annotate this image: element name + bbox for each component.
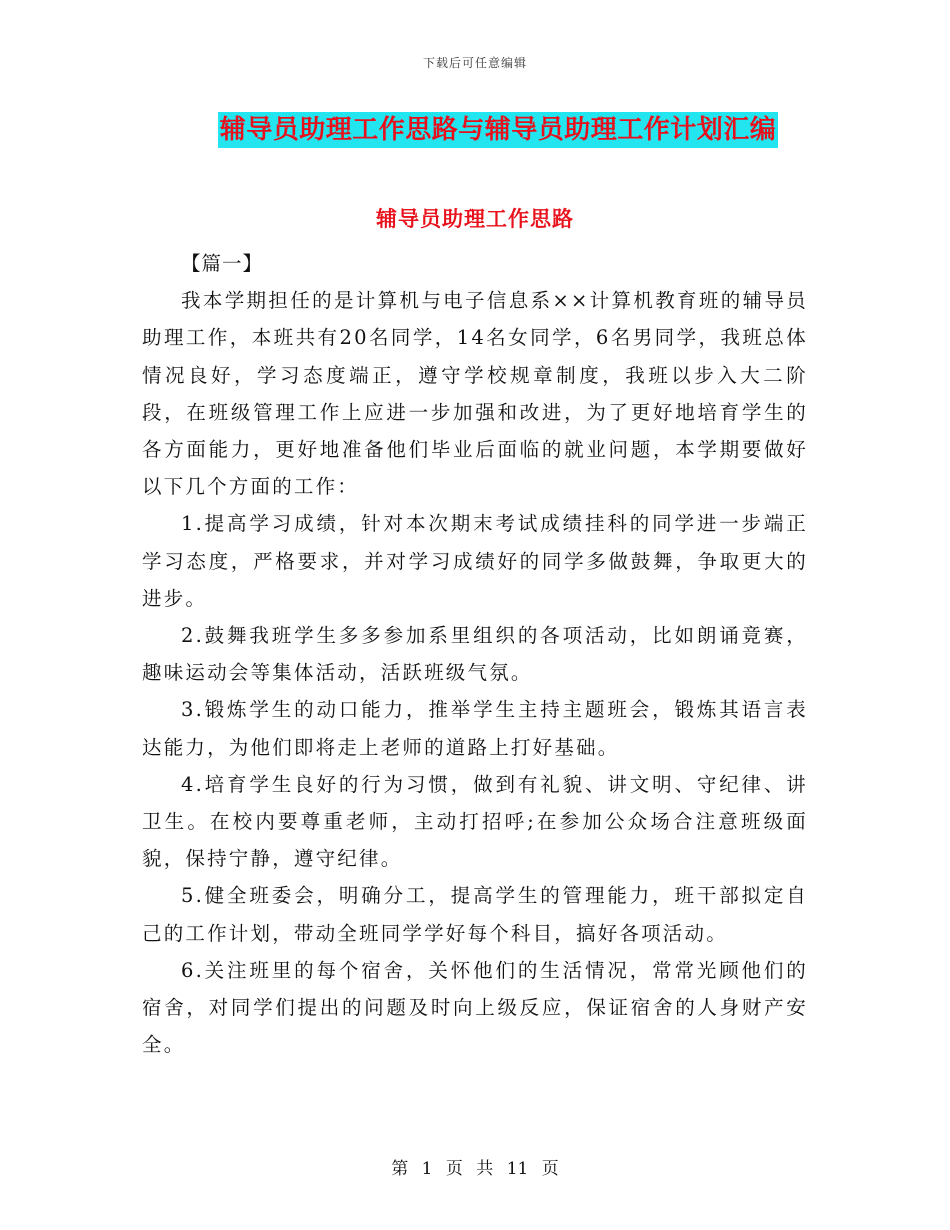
part-label: 【篇一】	[181, 252, 264, 275]
doc-title-container	[0, 112, 950, 148]
header-note: 下载后可任意编辑	[422, 56, 527, 70]
list-item-3: 3.锻炼学生的动口能力，推举学生主持主题班会，锻炼其语言表达能力，为他们即将走上老师的道路上打好基础。	[142, 698, 808, 759]
list-item-2: 2.鼓舞我班学生多多参加系里组织的各项活动，比如朗诵竟赛，趣味运动会等集体活动，活跃班级气氛。	[142, 624, 808, 685]
doc-title: 辅导员助理工作思路与辅导员助理工作计划汇编	[218, 112, 779, 148]
list-item-5: 5.健全班委会，明确分工，提高学生的管理能力，班干部拟定自己的工作计划，带动全班同学学好每个科目，搞好各项活动。	[142, 884, 808, 945]
list-item-1: 1.提高学习成绩，针对本次期末考试成绩挂科的同学进一步端正学习态度，严格要求，并对学习成绩好的同学多做鼓舞，争取更大的进步。	[142, 512, 808, 610]
intro-paragraph: 我本学期担任的是计算机与电子信息系××计算机教育班的辅导员助理工作，本班共有20名同学，14名女同学，6名男同学，我班总体情况良好，学习态度端正，遵守学校规章制度，我班以步入大二阶段，在班级管理工作上应进一步加强和改进，为了更好地培育学生的各方面能力，更好地准备他们毕业后面临的就业问题，本学期要做好以下几个方面的工作：	[142, 289, 808, 499]
list-item-6: 6.关注班里的每个宿舍，关怀他们的生活情况，常常光顾他们的宿舍，对同学们提出的问题及时向上级反应，保证宿舍的人身财产安全。	[142, 958, 808, 1057]
section-title: 辅导员助理工作思路	[376, 207, 574, 231]
document-body	[142, 245, 808, 1063]
page-footer: 第 1 页 共 11 页	[391, 1159, 559, 1179]
list-item-4: 4.培育学生良好的行为习惯，做到有礼貌、讲文明、守纪律、讲卫生。在校内要尊重老师，主动打招呼;在参加公众场合注意班级面貌，保持宁静，遵守纪律。	[142, 772, 808, 871]
